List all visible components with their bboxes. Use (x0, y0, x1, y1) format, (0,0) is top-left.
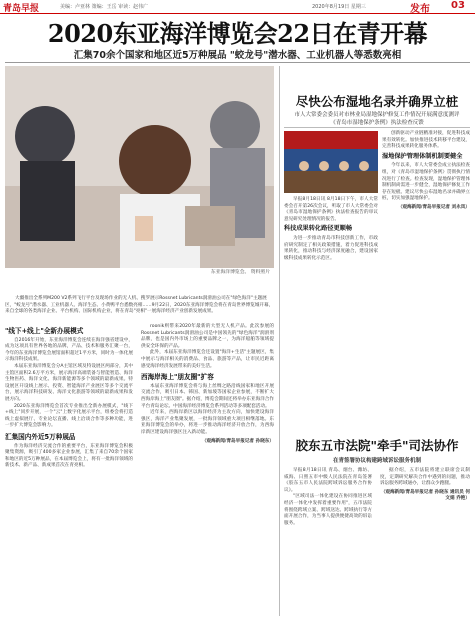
section-subtitle: 西海岸海上"朋友圈"扩容 (141, 373, 214, 382)
headline-rule (5, 62, 470, 63)
wetland-subhead-2: 《青岛市湿地保护条例》执法检查反馈 (330, 120, 424, 126)
wetland-column-a (284, 197, 378, 262)
newspaper-logo: 青岛早报 (3, 4, 40, 14)
main-subhead: 汇集70余个国家和地区近5万种展品 "蛟龙号"潜水器、工业机器人等悉数亮相 (73, 50, 402, 61)
wetland-headline: 尽快公布湿地名录并确界立桩 (295, 94, 459, 109)
section-subtitle: 科技成果转化路径更顺畅 (284, 225, 353, 233)
paragraph: 本届东亚海洋博览会分A主馆区域及特设展区两部分，其中主馆区面积2.6万平方米，展示海洋高端装备与智能智造、海洋生物医药、海洋文化、海洋新能源等多个领域的最新成果。特设展区开设线上展示、投资、智能海洋产业展区等多个交流平台，展示海洋科技研发、海洋文化旅游等领域的最新成果和发展方向。 (5, 363, 133, 402)
paragraph: roonik则带来2020年最新的大型无人机产品。此次参展的Rossnet Lubricants润滑油公司是中国领先的"绿色海洋"润滑剂品牌，也是国内外市场上的重要品牌之一，为海洋船舶等领域提供安全环保的产品。 (141, 324, 274, 349)
paragraph: 作为海洋经济交流合作的重要平台，东亚海洋博览会积极聚集资源，吸引了400多家企业参展，汇集了来自70余个国家和地区的近5万种展品，在本届博览会上，将有一批海洋领域的新技术、新产品、新成果首次在青亮相。 (5, 443, 133, 469)
paragraph: 早报8月18日讯 青岛、烟台、潍坊、威海、日照五市中级人民法院在青岛签署《胶东五市人民法院跨域诉讼服务合作协议》。 (284, 468, 372, 493)
paragraph: 本届东亚海洋博览会将与海上丝绸之路沿线国家和地区开展交流合作，吸引日本、韩国、新加坡等国家企业参展，不断扩大西海岸海上"朋友圈"。据介绍，博览会期间还将举办东亚海洋合作平台青岛论坛、中国海洋经济博览会系列活动等多项配套活动。 (141, 383, 274, 409)
paragraph: 今年以来，市人大常委会成立执法检查组，对《青岛市湿地保护条例》贯彻执行情况进行了检查。检查发现，湿地保护管理体制机制尚需进一步健全，湿地保护修复工作存在短板。建议尽快公布湿地名录并确界立桩，切实加强湿地保护。 (382, 163, 470, 202)
wetland-column-b (382, 131, 470, 212)
paragraph: 创新驱动产业链精准对接，促进科技成果有效转化。加快推进技术转移平台建设，完善科技成果转化服务体系。 (382, 131, 470, 150)
article-column-1 (5, 324, 133, 470)
expo-photo (5, 66, 274, 268)
issue-date: 2020年8月19日 星期三 (312, 4, 366, 10)
meeting-photo (284, 131, 378, 193)
paragraph: 近年来，西海岸新区以海洋经济为主攻方向，加快建设海洋强区，海洋产业集聚发展，一批海洋领域重大项目相继落地。东亚海洋博览会的举办，将进一步推动海洋经济开放合作，为西海岸新区建设海洋强区注入新动能。 (141, 410, 274, 435)
paragraph: 为进一步推动青岛市科技创新工作，市政府研究制定了相关政策措施，着力促进科技成果转化，推动科技与经济深度融合，建设国家级科技成果转化示范区。 (284, 235, 378, 261)
section-subtitle: 汇集国内外近5万种展品 (5, 432, 76, 441)
page-number: 03 (451, 0, 465, 11)
paragraph: 早报8月18日讯 8月18日下午，市人大常委会召开第26次会议，听取了市人大常委会对《青岛市湿地保护条例》执法检查报告的审议意见研究处理情况的报告。 (284, 197, 378, 222)
section-subtitle: "线下+线上"全新办展模式 (5, 327, 84, 335)
photo-caption: 东亚海洋博览会。 资料照片 (210, 270, 270, 275)
paragraph: 据介绍，五市法院将建立联席会议制度，定期研究解决合作中遇到的问题，推动诉讼服务跨域通办，让群众少跑腿。 (380, 468, 470, 487)
article-byline: （观海新闻/青岛早报记者 孙晓东 通讯员 何文娟 乔艳） (380, 489, 470, 502)
editor-credits: 美编：卢亚林 策编：王岳 审读：赵伟广 (60, 4, 149, 10)
paragraph: 自2016年开始，东亚海洋博览会连续在海洋强省建设中，成为这项具有世界各地的品牌，产品、技术和服务汇聚一台，今年的东亚海洋博览会展馆面积超过1平方米，同时为一体化展示海洋科技成果。 (5, 337, 133, 363)
court-subhead: 在青签署协议构建跨域诉讼服务机制 (332, 458, 421, 464)
main-headline: 2020东亚海洋博览会22日在青开幕 (47, 19, 428, 48)
paragraph: 此外，本届东亚海洋博览会还设置"海洋+生活"主题展区，集中展示与海洋相关的消费品、食品、旅游等产品，让市民近距离感受海洋经济发展带来的美好生活。 (141, 350, 274, 369)
court-headline: 胶东五市法院"牵手"司法协作 (295, 438, 459, 453)
court-column-1 (284, 468, 372, 527)
court-column-2 (380, 468, 470, 503)
masthead (0, 0, 475, 14)
article-intro: 大疆推出全系列M200 V2系列飞行平台及现场作业的无人机、搜罗展示Rossnet Lubricants润滑油公司在"绿色海洋"主题展区，"蛟龙号"潜水器、工业机器人、海洋生态、小黄鸭平台悉数亮相……9月22日，2020东亚海洋博览会将在青岛世界博览城开幕，来自全球的各类海洋企业、平台机构、国际机构企业，将在青岛"亮相"一展海洋经济产业创新发展成果。 (5, 296, 274, 315)
wetland-subhead: 市人大常委会委员对市林业局湿地保护修复工作情况开展满意度测评 (294, 112, 460, 118)
paragraph: 2020东亚海洋博览会首次专业推出全新办展模式，"线下+线上"同步开展，一个"云"上数字化展示平台，组委会将打造线上虚拟展厅、专业论坛直播、线上洽谈合作等多种功能，进一步扩大博览会影响力。 (5, 403, 133, 429)
paragraph: "区域司法一体化建设在协同推进区域经济一体化中发挥着重要作用"，五市法院将围绕跨域立案、跨域送达、跨域执行等方面开展合作，为当事人提供便捷高效的诉讼服务。 (284, 494, 372, 526)
article-byline: （观海新闻/青岛早报记者 孙晓东） (201, 438, 274, 444)
expo-photo-illustration (5, 66, 274, 268)
meeting-photo-illustration (284, 131, 378, 193)
wetland-rule (284, 127, 470, 128)
article-column-2 (141, 324, 274, 445)
section-name: 发布 (410, 4, 430, 15)
article-byline: （观海新闻/青岛早报记者 刘永凤） (397, 204, 470, 210)
section-subtitle: 湿地保护管理体制机制要健全 (382, 152, 463, 160)
column-divider (279, 66, 280, 616)
